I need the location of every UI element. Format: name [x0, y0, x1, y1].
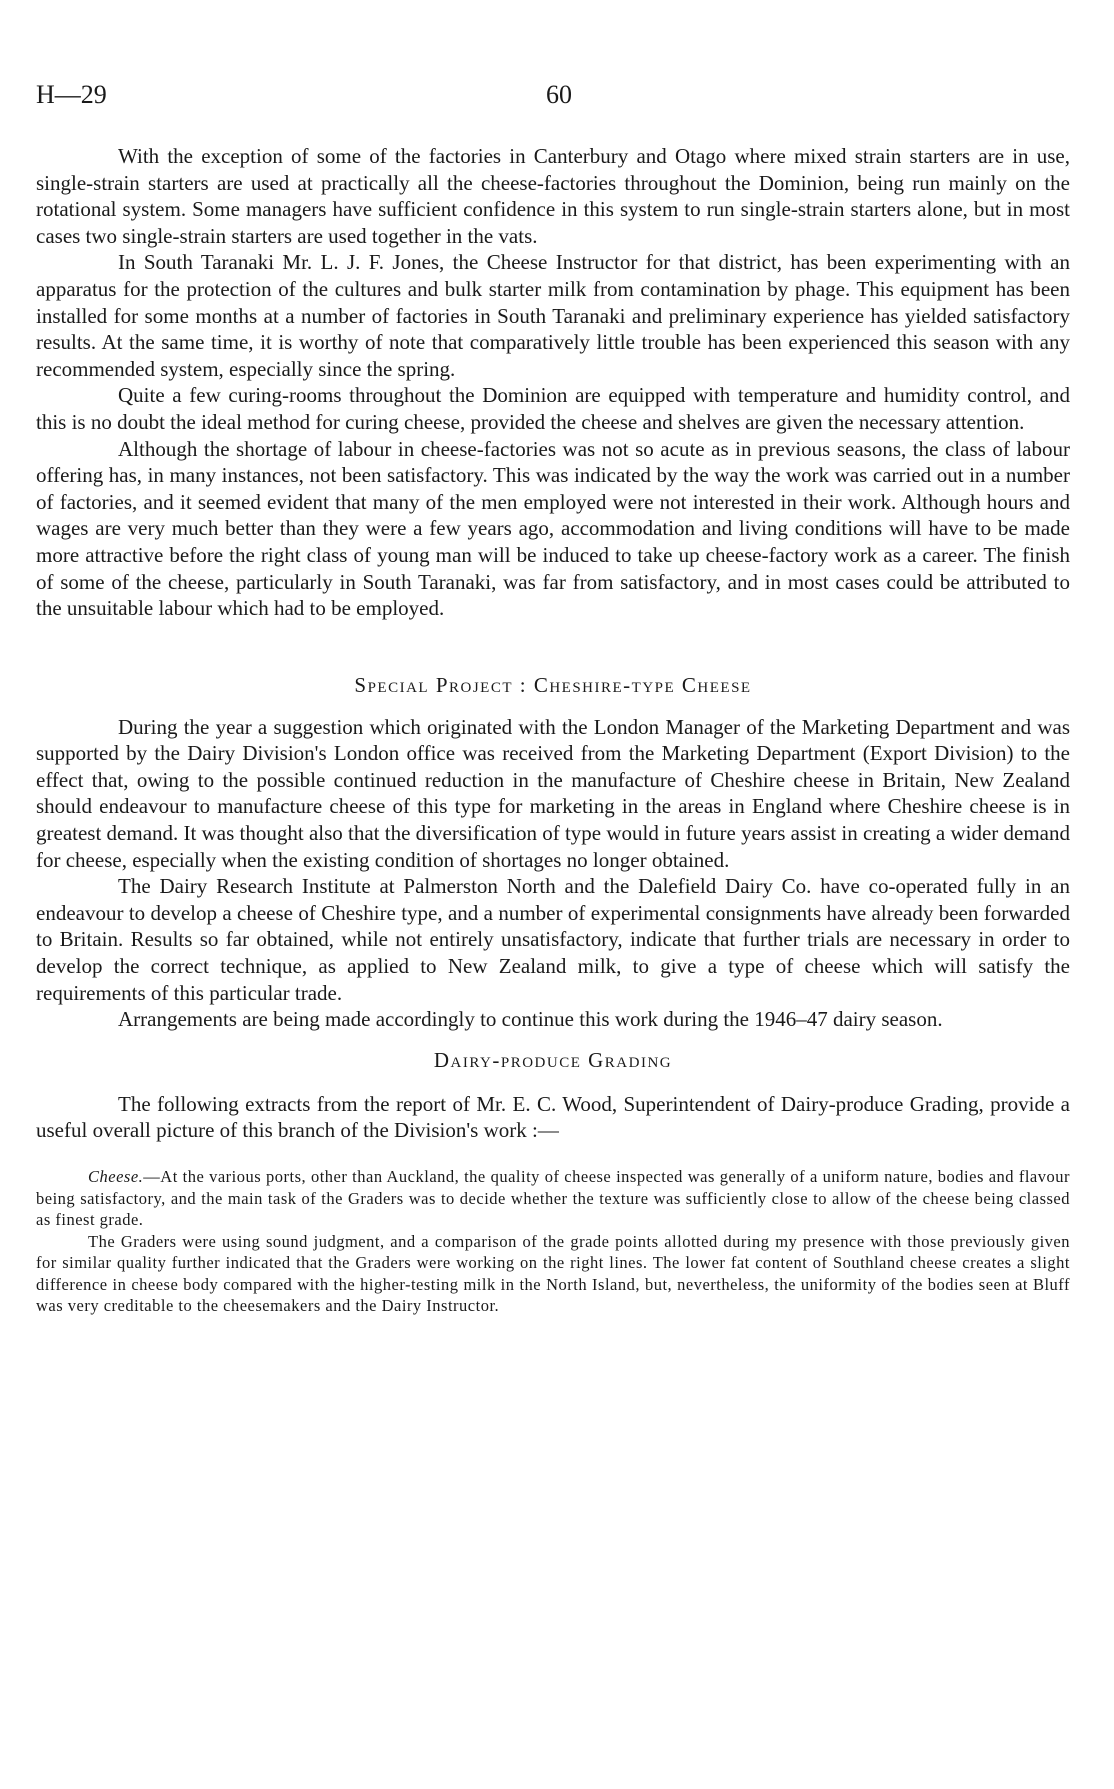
grading-section	[36, 1047, 1070, 1317]
extract-paragraph	[36, 1166, 1070, 1231]
section-heading-grading: Dairy-produce Grading	[433, 1047, 673, 1072]
body-paragraph: The Dairy Research Institute at Palmerston North and the Dalefield Dairy Co. have co-operated fully in an endeavour to develop a cheese of Cheshire type, and a number of experimental consignments have already been forwarded to Britain. Results so far obtained, while not entirely unsatisfactory, indicate that further trials are necessary in order to develop the correct technique, as applied to New Zealand milk, to give a type of cheese which will satisfy the requirements of this particular trade.	[36, 874, 1070, 1005]
body-paragraph: With the exception of some of the factories in Canterbury and Otago where mixed strain starters are in use, single-strain starters are used at practically all the cheese-factories throughout the Dominion, being run mainly on the rotational system. Some managers have sufficient confidence in this system to run single-strain starters alone, but in most cases two single-strain starters are used together in the vats.	[36, 144, 1070, 248]
body-paragraph: The following extracts from the report of Mr. E. C. Wood, Superintendent of Dairy-produce Grading, provide a useful overall picture of this branch of the Division's work :—	[36, 1091, 1070, 1143]
page-body	[36, 143, 1070, 1317]
running-header	[36, 80, 1076, 114]
page-number: 60	[546, 80, 572, 109]
body-paragraph: Although the shortage of labour in cheese-factories was not so acute as in previous seasons, the class of labour offering has, in many instances, not been satisfactory. This was indicated by the way the work was carried out in a number of factories, and it seemed evident that many of the men employed were not interested in their work. Although hours and wages are very much better than they were a few years ago, accommodation and living conditions will have to be made more attractive before the right class of young man will be induced to take up cheese-factory work as a career. The finish of some of the cheese, particularly in South Taranaki, was far from satisfactory, and in most cases could be attributed to the unsuitable labour which had to be employed.	[36, 436, 1070, 621]
extract-paragraph: The Graders were using sound judgment, and a comparison of the grade points allotted during my presence with those previously given for similar quality further indicated that the Graders were working on the right lines. The lower fat content of Southland cheese creates a slight difference in cheese body compared with the higher-testing milk in the North Island, but, nevertheless, the uniformity of the bodies seen at Bluff was very creditable to the cheesemakers and the Dairy Instructor.	[36, 1231, 1070, 1315]
cheshire-section	[36, 672, 1070, 1033]
report-extract	[36, 1166, 1070, 1317]
extract-lead-cheese: Cheese.	[88, 1167, 144, 1186]
extract-text: —At the various ports, other than Auckland, the quality of cheese inspected was generally of a uniform nature, bodies and flavour being satisfactory, and the main task of the Graders was to decide whether the texture was sufficiently close to allow of the cheese being classed as finest grade.	[36, 1167, 1070, 1229]
body-paragraph: Arrangements are being made accordingly to continue this work during the 1946–47 dairy season.	[118, 1007, 943, 1032]
body-paragraph: During the year a suggestion which originated with the London Manager of the Marketing Department and was supported by the Dairy Division's London office was received from the Marketing Department (Export Division) to the effect that, owing to the possible continued reduction in the manufacture of Cheshire cheese in Britain, New Zealand should endeavour to manufacture cheese of this type for marketing in the areas in England where Cheshire cheese is in greatest demand. It was thought also that the diversification of type would in future years assist in creating a wider demand for cheese, especially when the existing condition of shortages no longer obtained.	[36, 714, 1070, 872]
section-heading-cheshire: Special Project : Cheshire-type Cheese	[354, 672, 752, 697]
document-code: H—29	[36, 80, 107, 109]
body-paragraph: In South Taranaki Mr. L. J. F. Jones, the Cheese Instructor for that district, has been experimenting with an apparatus for the protection of the cultures and bulk starter milk from contamination by phage. This equipment has been installed for some months at a number of factories in South Taranaki and preliminary experience has yielded satisfactory results. At the same time, it is worthy of note that comparatively little trouble has been experienced this season with any recommended system, especially since the spring.	[36, 250, 1070, 381]
body-paragraph: Quite a few curing-rooms throughout the Dominion are equipped with temperature and humidity control, and this is no doubt the ideal method for curing cheese, provided the cheese and shelves are given the necessary attention.	[36, 383, 1070, 434]
intro-section	[36, 143, 1070, 622]
